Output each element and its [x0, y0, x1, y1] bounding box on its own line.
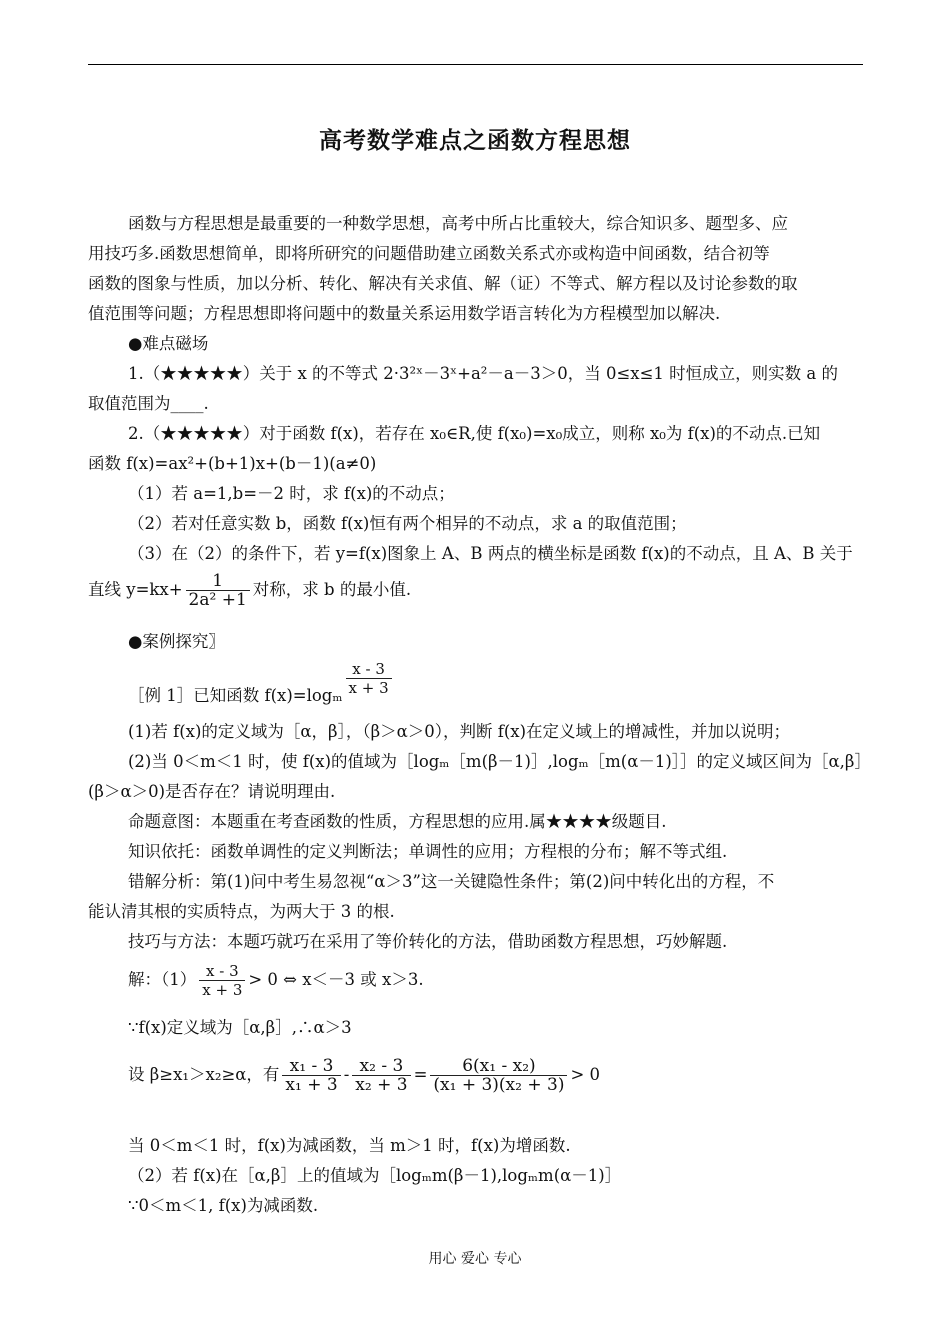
solution-b-fraction-1-denominator: x₁ + 3 [285, 1075, 338, 1095]
example1-line [128, 660, 395, 707]
example1-prefix: ［例 1］已知函数 f(x)=logₘ [128, 686, 343, 705]
q3-fraction [186, 572, 250, 609]
solution-b-minus: - [343, 1065, 350, 1084]
text-line: （2）若对任意实数 b，函数 f(x)恒有两个相异的不动点，求 a 的取值范围； [128, 514, 687, 533]
text-line: 当 0＜m＜1 时，f(x)为减函数，当 m＞1 时，f(x)为增函数. [128, 1136, 571, 1155]
text-line: ●难点磁场 [128, 334, 209, 353]
q3-fraction-numerator: 1 [186, 572, 250, 591]
solution-b-fraction-2 [352, 1057, 410, 1094]
solution1-line [128, 962, 424, 999]
header-rule [88, 64, 863, 65]
text-line: 取值范围为____. [88, 394, 209, 413]
solution-b-prefix: 设 β≥x₁＞x₂≥α，有 [128, 1065, 280, 1084]
text-line: 能认清其根的实质特点，为两大于 3 的根. [88, 902, 395, 921]
solution-b-fraction-1 [282, 1057, 340, 1094]
example1-fraction [346, 660, 392, 697]
page-footer: 用心 爱心 专心 [428, 1251, 522, 1267]
solution-b-fraction-1-numerator: x₁ - 3 [282, 1057, 340, 1076]
solution-b-suffix: > 0 [570, 1065, 601, 1084]
solution-monotonic-line [128, 1057, 600, 1094]
text-line: 错解分析：第(1)问中考生易忽视“α＞3”这一关键隐性条件；第(2)问中转化出的方程，不 [128, 872, 775, 891]
page-title: 高考数学难点之函数方程思想 [319, 127, 631, 154]
text-line: 函数 f(x)=ax²+(b+1)x+(b－1)(a≠0) [88, 454, 377, 473]
text-line: (1)若 f(x)的定义域为［α，β］，（β＞α＞0），判断 f(x)在定义域上的增减性，并加以说明； [128, 722, 791, 741]
text-line: （1）若 a=1,b=－2 时，求 f(x)的不动点； [128, 484, 455, 503]
solution-b-fraction-3 [430, 1057, 567, 1094]
text-line: 函数的图象与性质，加以分析、转化、解决有关求值、解（证）不等式、解方程以及讨论参数的取 [88, 274, 798, 293]
text-line: 值范围等问题；方程思想即将问题中的数量关系运用数学语言转化为方程模型加以解决. [88, 304, 721, 323]
solution1-suffix: > 0 ⇔ x＜－3 或 x＞3. [248, 970, 424, 989]
q3-fraction-denominator: 2a² +1 [188, 590, 247, 610]
solution-b-fraction-2-denominator: x₂ + 3 [355, 1075, 408, 1095]
solution1-prefix: 解：（1） [128, 970, 197, 989]
example1-fraction-denominator: x + 3 [348, 679, 389, 697]
q3-line [88, 572, 411, 609]
text-line: （3）在（2）的条件下，若 y=f(x)图象上 A、B 两点的横坐标是函数 f(x)的不动点，且 A、B 关于 [128, 544, 853, 563]
solution1-fraction-denominator: x + 3 [202, 981, 243, 999]
solution1-fraction [199, 962, 245, 999]
text-line: 1.（★★★★★）关于 x 的不等式 2·3²ˣ－3ˣ+a²－a－3＞0，当 0≤x≤1 时恒成立，则实数 a 的 [128, 364, 838, 383]
solution-b-fraction-2-numerator: x₂ - 3 [352, 1057, 410, 1076]
q3-suffix: 对称，求 b 的最小值. [252, 580, 412, 599]
text-line: 技巧与方法：本题巧就巧在采用了等价转化的方法，借助函数方程思想，巧妙解题. [128, 932, 728, 951]
solution-b-fraction-3-numerator: 6(x₁ - x₂) [430, 1057, 567, 1076]
example1-fraction-numerator: x - 3 [346, 660, 392, 679]
solution1-fraction-numerator: x - 3 [199, 962, 245, 981]
text-line: (β＞α＞0)是否存在？请说明理由. [88, 782, 336, 801]
solution-b-equals: = [413, 1065, 428, 1084]
text-line: ●案例探究〗 [128, 632, 225, 651]
text-line: （2）若 f(x)在［α,β］上的值域为［logₘm(β－1),logₘm(α－1)］ [128, 1166, 622, 1185]
text-line: ∵f(x)定义域为［α,β］,∴α＞3 [128, 1018, 352, 1037]
solution-b-fraction-3-denominator: (x₁ + 3)(x₂ + 3) [433, 1075, 565, 1095]
text-line: ∵0＜m＜1, f(x)为减函数. [128, 1196, 319, 1215]
text-line: 2.（★★★★★）对于函数 f(x)，若存在 x₀∈R,使 f(x₀)=x₀成立，则称 x₀为 f(x)的不动点.已知 [128, 424, 821, 443]
q3-prefix: 直线 y=kx+ [88, 580, 183, 599]
text-line: 用技巧多.函数思想简单，即将所研究的问题借助建立函数关系式亦或构造中间函数，结合初等 [88, 244, 770, 263]
text-line: (2)当 0＜m＜1 时，使 f(x)的值域为［logₘ［m(β－1)］,logₘ［m(α－1)］］的定义域区间为［α,β］ [128, 752, 871, 771]
text-line: 命题意图：本题重在考查函数的性质，方程思想的应用.属★★★★级题目. [128, 812, 667, 831]
text-line: 函数与方程思想是最重要的一种数学思想，高考中所占比重较大，综合知识多、题型多、应 [128, 214, 788, 233]
text-line: 知识依托：函数单调性的定义判断法；单调性的应用；方程根的分布；解不等式组. [128, 842, 728, 861]
